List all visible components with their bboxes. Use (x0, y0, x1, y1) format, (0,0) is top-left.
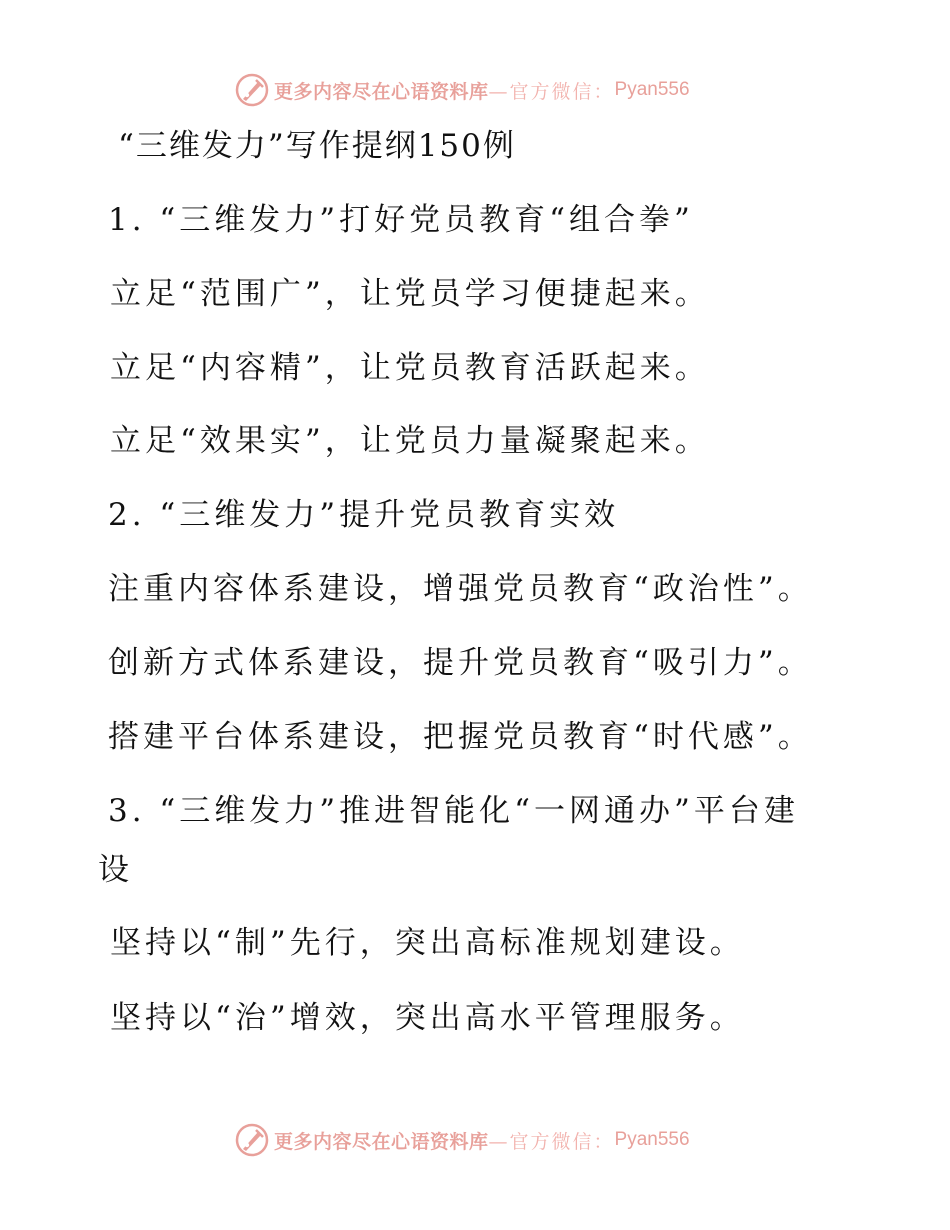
paragraph-line: 坚持以“治”增效，突出高水平管理服务。 (110, 1000, 745, 1036)
document-title: “三维发力”写作提纲150例 (118, 128, 516, 164)
paragraph-line: 搭建平台体系建设，把握党员教育“时代感”。 (108, 719, 813, 755)
watermark-wechat-id: Pyan556 (614, 79, 690, 100)
paragraph-line: 创新方式体系建设，提升党员教育“吸引力”。 (108, 645, 813, 681)
paragraph-line: 注重内容体系建设，增强党员教育“政治性”。 (108, 571, 813, 607)
watermark-banner-top (234, 70, 690, 110)
watermark-banner-bottom (234, 1120, 690, 1160)
paragraph-line: 立足“范围广”，让党员学习便捷起来。 (110, 276, 710, 312)
heading-1: 1. “三维发力”打好党员教育“组合拳” (108, 202, 694, 238)
quill-pen-logo-icon (234, 1122, 270, 1158)
watermark-text: 更多内容尽在心语资料库 (274, 1130, 489, 1153)
heading-3: 3. “三维发力”推进智能化“一网通办”平台建 (108, 793, 799, 829)
watermark-official-label: —官方微信： (488, 1130, 615, 1153)
quill-pen-logo-icon (234, 72, 270, 108)
watermark-wechat-id: Pyan556 (614, 1129, 690, 1150)
paragraph-line: 立足“内容精”，让党员教育活跃起来。 (110, 350, 710, 386)
paragraph-line: 坚持以“制”先行，突出高标准规划建设。 (110, 925, 745, 961)
watermark-official-label: —官方微信： (488, 80, 615, 103)
heading-2: 2. “三维发力”提升党员教育实效 (108, 497, 620, 533)
paragraph-line: 立足“效果实”，让党员力量凝聚起来。 (110, 423, 710, 459)
watermark-text: 更多内容尽在心语资料库 (274, 80, 489, 103)
heading-3-continuation: 设 (98, 852, 133, 888)
